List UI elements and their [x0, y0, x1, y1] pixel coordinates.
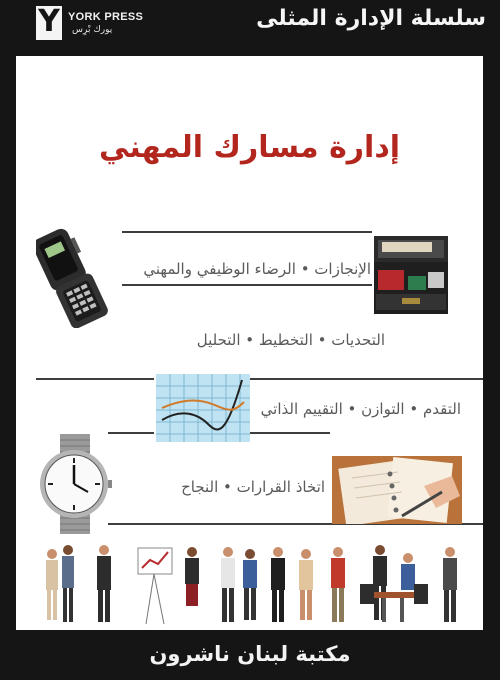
publisher-imprint: مكتبة لبنان ناشرون — [149, 642, 351, 666]
keywords-row4: اتخاذ القرارات • النجاح — [181, 478, 325, 496]
line-chart-image — [156, 374, 250, 442]
divider-row2-right — [250, 378, 483, 380]
business-people-image — [42, 544, 462, 628]
top-bar — [0, 0, 500, 52]
divider-row1-top — [122, 231, 372, 233]
york-logo-letter: Y — [38, 4, 60, 39]
keywords-row2: التحديات • التخطيط • التحليل — [196, 331, 385, 349]
mobile-phone-icon — [36, 220, 116, 328]
briefcase-icon — [372, 232, 452, 318]
book-title: إدارة مسارك المهني — [98, 130, 401, 165]
divider-row2-left — [36, 378, 154, 380]
footer-bar — [0, 632, 500, 680]
series-title: سلسلة الإدارة المثلى — [256, 6, 486, 31]
divider-row1-bottom — [122, 284, 372, 286]
wristwatch-icon — [38, 434, 112, 534]
keywords-row3: التقدم • التوازن • التقييم الذاتي — [260, 400, 461, 418]
notebook-pen-image — [332, 456, 462, 524]
publisher-name-en: YORK PRESS — [68, 11, 144, 23]
cover-panel — [16, 56, 483, 630]
divider-row3-right — [250, 432, 330, 434]
publisher-name-ar: يورك بْرِس — [72, 25, 113, 35]
keywords-row1: الإنجازات • الرضاء الوظيفي والمهني — [143, 260, 371, 278]
divider-row3-left — [108, 432, 154, 434]
